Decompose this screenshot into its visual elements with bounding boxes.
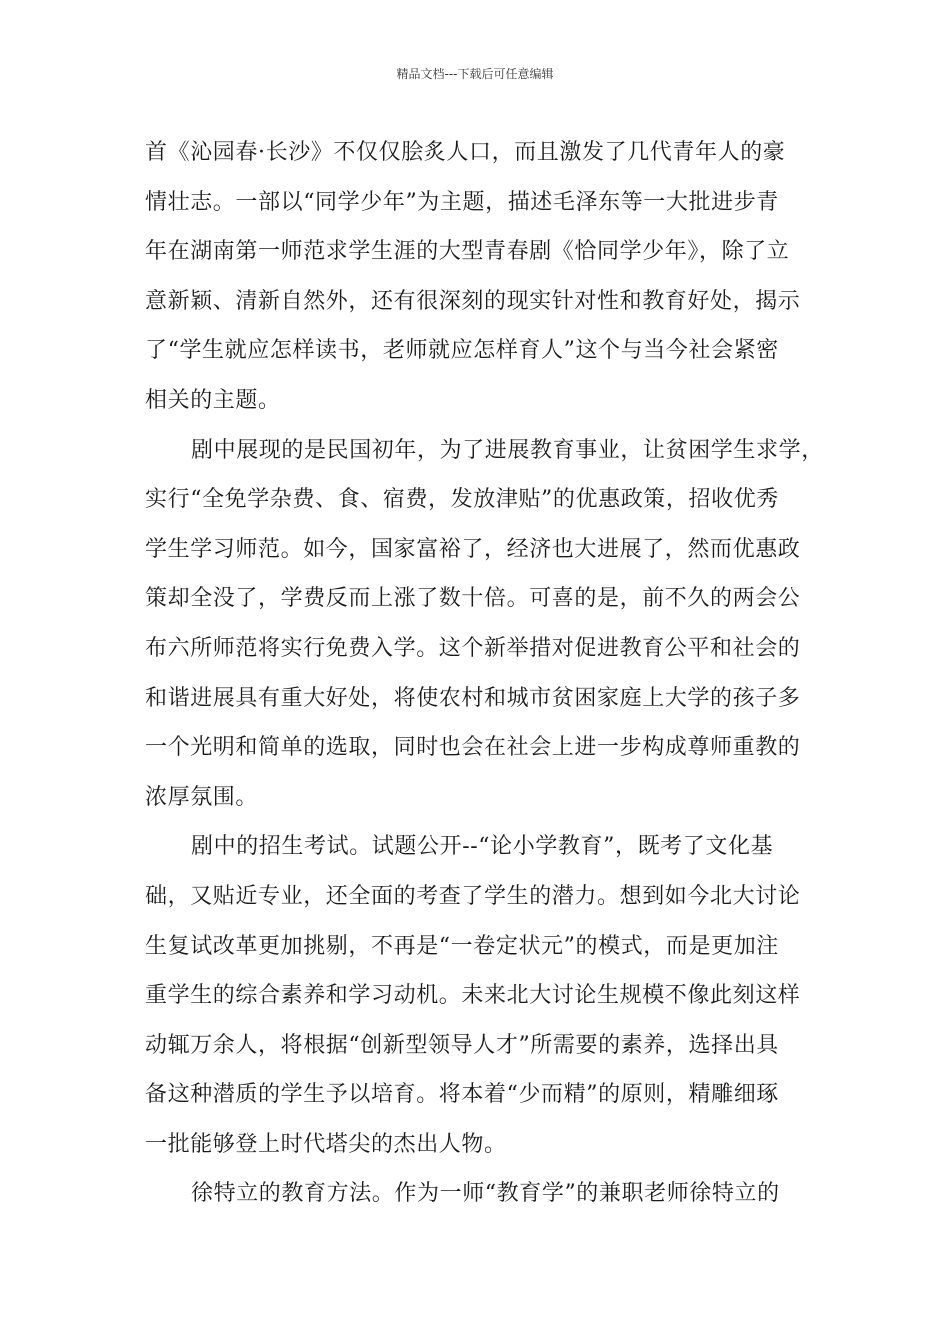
text-line: 剧中的招生考试。试题公开--“论小学教育”，既考了文化基 — [191, 834, 774, 860]
text-line: 了“学生就应怎样读书，老师就应怎样育人”这个与当今社会紧密 — [145, 338, 779, 364]
paragraph-1 — [145, 128, 810, 426]
text-line: 布六所师范将实行免费入学。这个新举措对促进教育公平和社会的 — [145, 635, 801, 661]
text-line: 动辄万余人，将根据“创新型领导人才”所需要的素养，选择出具 — [145, 1032, 779, 1058]
text-line: 浓厚氛围。 — [145, 784, 259, 810]
text-line: 础，又贴近专业，还全面的考查了学生的潜力。想到如今北大讨论 — [145, 883, 801, 909]
paragraph-3 — [145, 822, 810, 1169]
text-line: 一批能够登上时代塔尖的杰出人物。 — [145, 1131, 507, 1157]
text-line: 备这种潜质的学生予以培育。将本着“少而精”的原则，精雕细琢 — [145, 1082, 779, 1108]
text-line: 年在湖南第一师范求学生涯的大型青春剧《恰同学少年》，除了立 — [145, 239, 790, 265]
text-line: 徐特立的教育方法。作为一师“教育学”的兼职老师徐特立的 — [191, 1181, 780, 1207]
paragraph-4 — [145, 1169, 810, 1219]
text-line: 相关的主题。 — [145, 387, 281, 413]
text-line: 一个光明和简单的选取，同时也会在社会上进一步构成尊师重教的 — [145, 735, 801, 761]
text-line: 生复试改革更加挑剔，不再是“一卷定状元”的模式，而是更加注 — [145, 933, 779, 959]
text-line: 首《沁园春·长沙》不仅仅脍炙人口，而且激发了几代青年人的豪 — [145, 140, 786, 165]
text-line: 重学生的综合素养和学习动机。未来北大讨论生规模不像此刻这样 — [145, 983, 801, 1009]
document-body — [145, 128, 824, 1219]
text-line: 学生学习师范。如今，国家富裕了，经济也大进展了，然而优惠政 — [145, 536, 801, 562]
text-line: 剧中展现的是民国初年，为了进展教育事业，让贫困学生求学， — [191, 437, 824, 463]
page-header: 精品文档---下载后可任意编辑 — [396, 67, 554, 81]
text-line: 策却全没了，学费反而上涨了数十倍。可喜的是，前不久的两会公 — [145, 586, 801, 612]
text-line: 意新颖、清新自然外，还有很深刻的现实针对性和教育好处，揭示 — [145, 288, 801, 314]
text-line: 实行“全免学杂费、食、宿费，发放津贴”的优惠政策，招收优秀 — [145, 487, 779, 513]
text-line: 和谐进展具有重大好处，将使农村和城市贫困家庭上大学的孩子多 — [145, 685, 801, 711]
text-line: 情壮志。一部以“同学少年”为主题，描述毛泽东等一大批进步青 — [145, 189, 779, 215]
paragraph-2 — [145, 426, 824, 823]
